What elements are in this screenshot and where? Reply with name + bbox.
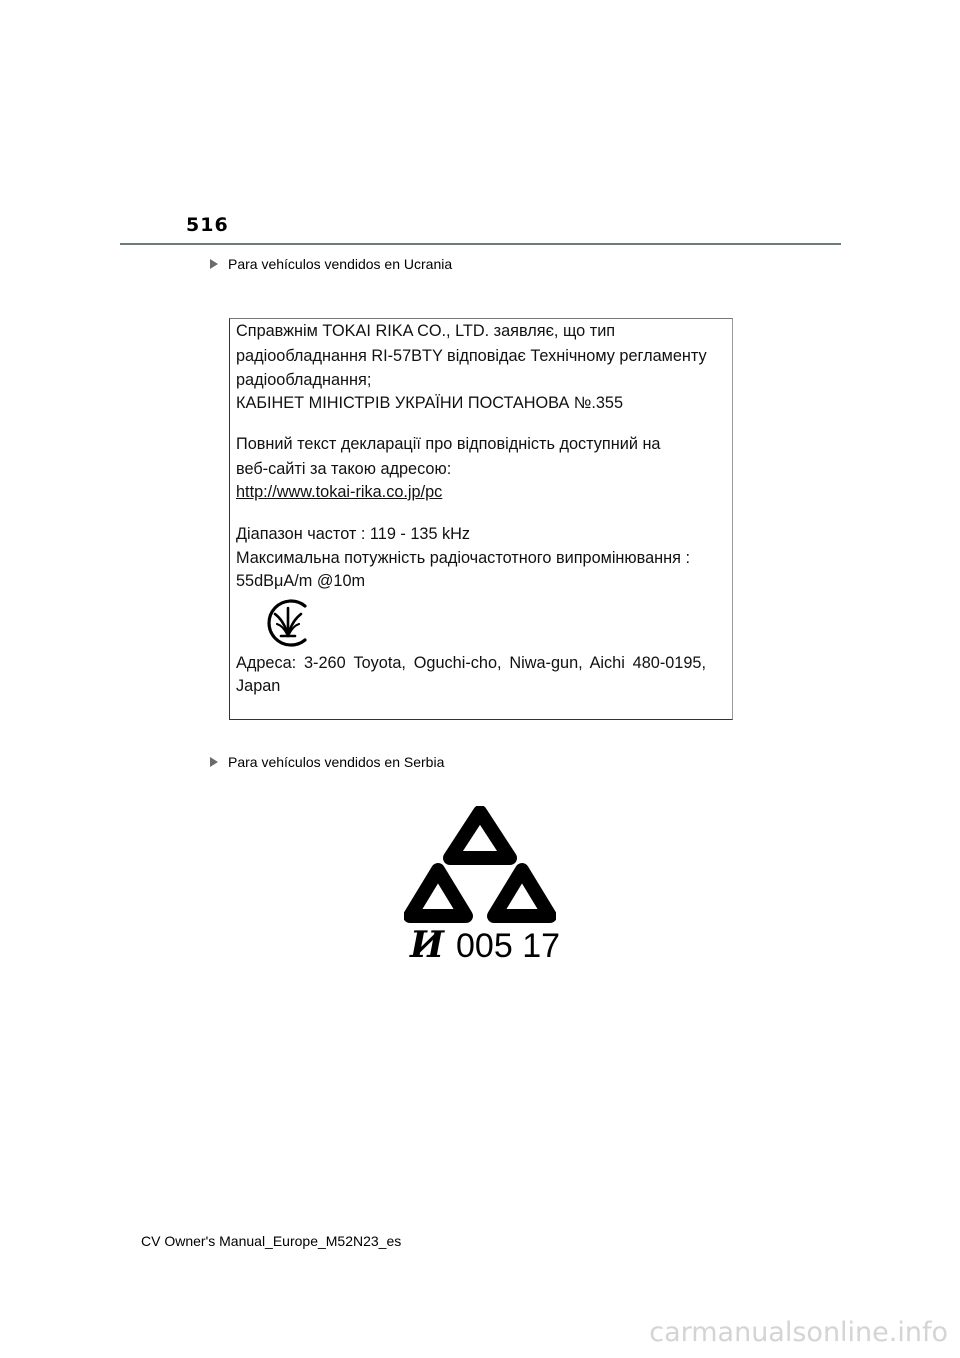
declaration-line-3: радіообладнання;	[236, 371, 372, 389]
fulltext-line-1: Повний текст декларації про відповідність доступний на	[236, 435, 661, 453]
watermark: carmanualsonline.info	[649, 1317, 948, 1348]
max-power-label: Максимальна потужність радіочастотного випромінювання :	[236, 549, 691, 567]
section-ukraine	[210, 256, 452, 272]
declaration-line-4: КАБІНЕТ МІНІСТРІВ УКРАЇНИ ПОСТАНОВА №.355	[236, 394, 624, 412]
max-power-value: 55dBμA/m @10m	[236, 572, 366, 590]
declaration-url-link[interactable]: http://www.tokai-rika.co.jp/pc	[236, 483, 443, 501]
header-divider	[120, 243, 841, 245]
address-line-1-text: Адреса: 3-260 Toyota, Oguchi-cho, Niwa-gun, Aichi 480-0195,	[236, 654, 706, 672]
section-ukraine-label: Para vehículos vendidos en Ucrania	[228, 256, 453, 272]
frequency-range: Діапазон частот : 119 - 135 kHz	[236, 525, 471, 543]
address-line-2: Japan	[236, 677, 281, 695]
serbia-triangle-mark-icon	[404, 806, 556, 929]
page-number: 516	[186, 214, 229, 236]
declaration-line-1: Справжнім TOKAI RIKA CO., LTD. заявляє, що тип	[236, 322, 616, 340]
fulltext-line-2: веб-сайті за такою адресою:	[236, 460, 452, 478]
footer-manual-id: CV Owner's Manual_Europe_M52N23_es	[141, 1233, 402, 1249]
address-line-1	[236, 652, 706, 676]
section-serbia	[210, 754, 444, 770]
section-serbia-label: Para vehículos vendidos en Serbia	[228, 754, 445, 770]
declaration-line-2: радіообладнання RI-57BTY відповідає Технічному регламенту	[236, 347, 707, 365]
bullet-triangle-icon	[210, 757, 218, 767]
ukraine-conformity-mark-icon	[261, 596, 315, 655]
serbia-code-letter: И	[410, 924, 445, 966]
serbia-code-number: 005 17	[456, 927, 561, 965]
serbia-approval-code	[410, 924, 560, 966]
bullet-triangle-icon	[210, 259, 218, 269]
